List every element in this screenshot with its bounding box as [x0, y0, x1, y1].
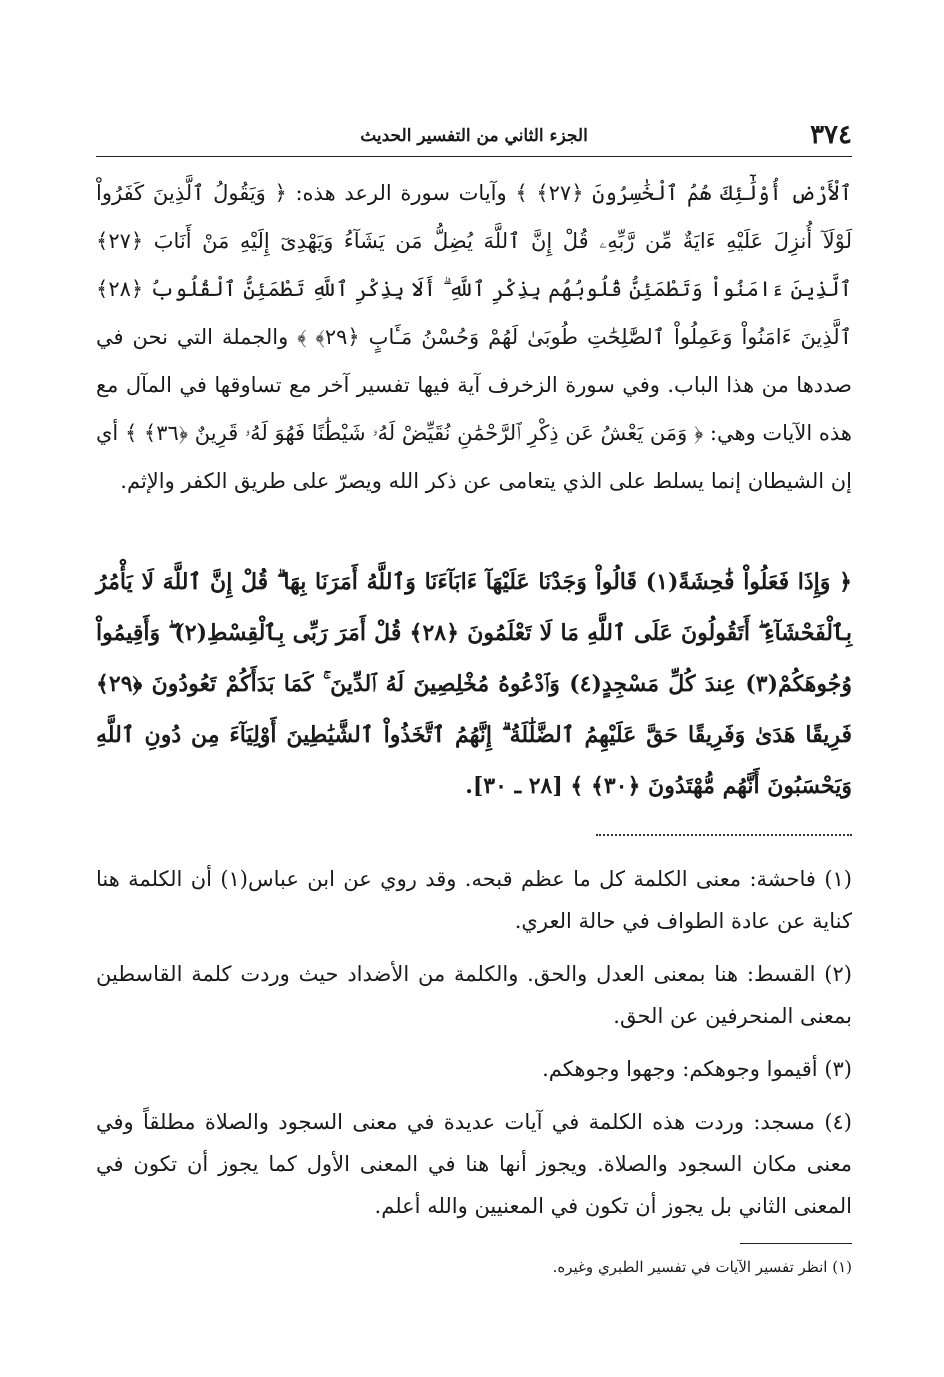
intro-paragraph: ٱلْأَرْضِ أُوْلَٰٓئِكَ هُمُ ٱلْخَٰسِرُونَ ﴿٢٧﴾ ﴾ وآيات سورة الرعد هذه: ﴿ وَيَقُولُ ٱلَّذِينَ كَفَرُواْ لَوْلَآ أُنزِلَ عَلَيْهِ ءَايَةٌ مِّن رَّبِّهِۦ قُلْ إِنَّ ٱللَّهَ يُضِلُّ مَن يَشَآءُ وَيَهْدِىٓ إِلَيْهِ مَنْ أَنَابَ ﴿٢٧﴾ ٱلَّذِينَ ءَامَنُواْ وَتَطْمَئِنُّ قُلُوبُهُم بِذِكْرِ ٱللَّهِ ۗ أَلَا بِذِكْرِ ٱللَّهِ تَطْمَئِنُّ ٱلْقُلُوبُ ﴿٢٨﴾ ٱلَّذِينَ ءَامَنُواْ وَعَمِلُواْ ٱلصَّٰلِحَٰتِ طُوبَىٰ لَهُمْ وَحُسْنُ مَـَٔابٍ ﴿٢٩﴾ ﴾ والجملة التي نحن في صددها من هذا الباب. وفي سورة الزخرف آية فيها تفسير آخر مع تساوقها في المآل مع هذه الآيات وهي: ﴿ وَمَن يَعْشُ عَن ذِكْرِ ٱلرَّحْمَٰنِ نُقَيِّضْ لَهُۥ شَيْطَٰنًا فَهُوَ لَهُۥ قَرِينٌ ﴿٣٦﴾ ﴾ أي إن الشيطان إنما يسلط على الذي يتعامى عن ذكر الله ويصرّ على طريق الكفر والإثم. [96, 181, 853, 493]
footnote-rule [740, 1243, 852, 1244]
running-title: الجزء الثاني من التفسير الحديث [360, 126, 588, 146]
section-divider [596, 834, 852, 836]
book-page [96, 118, 852, 1280]
page-number: ٣٧٤ [810, 120, 852, 150]
note-item: (١) فاحشة: معنى الكلمة كل ما عظم قبحه. وقد روي عن ابن عباس(١) أن الكلمة هنا كناية عن عادة الطواف في حالة العري. [96, 867, 852, 933]
note-item: (٢) القسط: هنا بمعنى العدل والحق. والكلمة من الأضداد حيث وردت كلمة القاسطين بمعنى المنحرفين عن الحق. [96, 962, 852, 1028]
note-item: (٣) أقيموا وجوهكم: وجهوا وجوهكم. [542, 1057, 852, 1081]
notes-list [96, 858, 852, 1227]
note-item: (٤) مسجد: وردت هذه الكلمة في آيات عديدة في معنى السجود والصلاة مطلقاً وفي معنى مكان السجود والصلاة. ويجوز أنها هنا في المعنى الأول كما يجوز أن تكون في المعنى الثاني بل يجوز أن تكون في المعنيين والله أعلم. [96, 1110, 852, 1218]
footnote: (١) انظر تفسير الآيات في تفسير الطبري وغيره. [552, 1258, 852, 1276]
quran-passage: ﴿ وَإِذَا فَعَلُواْ فَٰحِشَةً(١) قَالُواْ وَجَدْنَا عَلَيْهَآ ءَابَآءَنَا وَٱللَّهُ أَمَرَنَا بِهَا ۗ قُلْ إِنَّ ٱللَّهَ لَا يَأْمُرُ بِٱلْفَحْشَآءِ ۖ أَتَقُولُونَ عَلَى ٱللَّهِ مَا لَا تَعْلَمُونَ ﴿٢٨﴾ قُلْ أَمَرَ رَبِّى بِٱلْقِسْطِ(٢) ۖ وَأَقِيمُواْ وُجُوهَكُمْ(٣) عِندَ كُلِّ مَسْجِدٍ(٤) وَٱدْعُوهُ مُخْلِصِينَ لَهُ ٱلدِّينَ ۚ كَمَا بَدَأَكُمْ تَعُودُونَ ﴿٢٩﴾ فَرِيقًا هَدَىٰ وَفَرِيقًا حَقَّ عَلَيْهِمُ ٱلضَّلَٰلَةُ ۗ إِنَّهُمُ ٱتَّخَذُواْ ٱلشَّيَٰطِينَ أَوْلِيَآءَ مِن دُونِ ٱللَّهِ وَيَحْسَبُونَ أَنَّهُم مُّهْتَدُونَ ﴿٣٠﴾ ﴾ [٢٨ ـ ٣٠]. [96, 569, 853, 799]
page-header [96, 118, 852, 157]
